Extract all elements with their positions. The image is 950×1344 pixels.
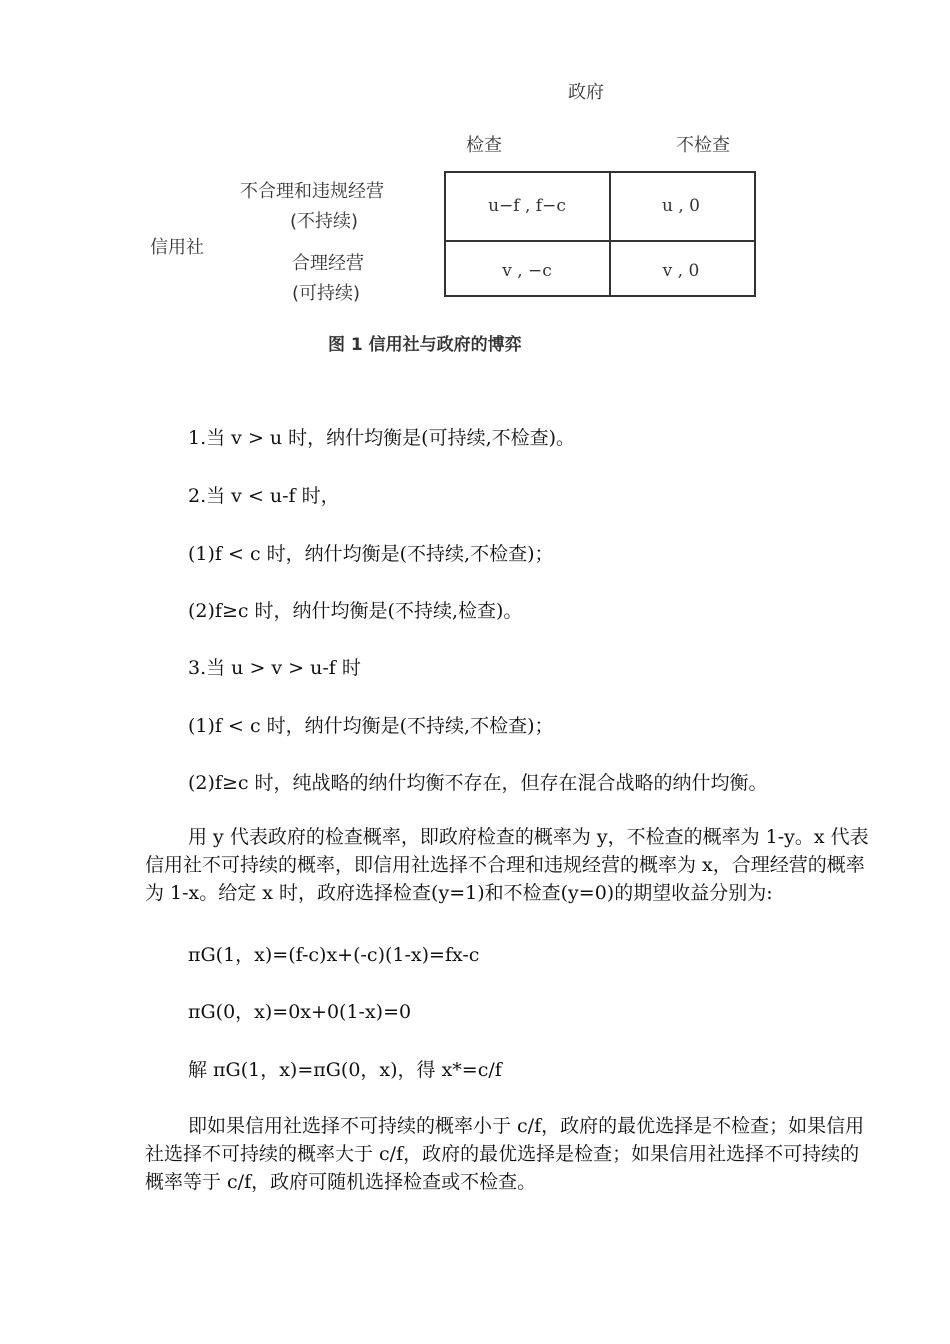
probability-paragraph: 用 y 代表政府的检查概率，即政府检查的概率为 y，不检查的概率为 1-y。x 代表信用社不可持续的概率，即信用社选择不合理和违规经营的概率为 x，合理经营的概率为 1-x。给定 x 时，政府选择检查(y=1)和不检查(y=0)的期望收益分别为: (145, 826, 869, 904)
payoff-cell-21: v , −c (502, 261, 552, 281)
equation-solution: 解 πG(1，x)=πG(0，x)，得 x*=c/f (188, 1059, 502, 1081)
column-inspect-label: 检查 (466, 135, 502, 156)
row-unsustainable-sub: (不持续) (290, 211, 359, 232)
conclusion-paragraph: 即如果信用社选择不可持续的概率小于 c/f，政府的最优选择是不检查；如果信用社选择不可持续的概率大于 c/f，政府的最优选择是检查；如果信用社选择不可持续的概率等于 c/f，政府可随机选择检查或不检查。 (145, 1115, 865, 1193)
payoff-matrix (444, 171, 756, 297)
equilibrium-case-3-1: (1)f < c 时，纳什均衡是(不持续,不检查)； (188, 715, 554, 737)
credit-union-label: 信用社 (150, 237, 204, 258)
equilibrium-case-2-1: (1)f < c 时，纳什均衡是(不持续,不检查)； (188, 543, 554, 565)
column-no-inspect-label: 不检查 (676, 135, 730, 156)
figure-caption: 图 1 信用社与政府的博弈 (328, 335, 522, 355)
payoff-cell-11: u−f , f−c (488, 196, 566, 216)
payoff-cell-12: u , 0 (662, 196, 700, 216)
equation-inspect: πG(1，x)=(f-c)x+(-c)(1-x)=fx-c (188, 944, 480, 966)
payoff-cell-22: v , 0 (662, 261, 700, 281)
game-matrix-figure (0, 0, 950, 380)
equilibrium-case-3: 3.当 u > v > u-f 时 (188, 657, 361, 679)
row-sustainable-label: 合理经营 (292, 253, 364, 274)
equilibrium-case-3-2: (2)f≥c 时，纯战略的纳什均衡不存在，但存在混合战略的纳什均衡。 (188, 772, 768, 794)
equilibrium-case-1: 1.当 v > u 时，纳什均衡是(可持续,不检查)。 (188, 427, 576, 449)
row-sustainable-sub: (可持续) (292, 283, 361, 304)
equilibrium-case-2-2: (2)f≥c 时，纳什均衡是(不持续,检查)。 (188, 600, 523, 622)
equilibrium-case-2: 2.当 v < u-f 时， (188, 485, 340, 507)
government-label: 政府 (568, 82, 604, 103)
matrix-divider-horizontal (446, 240, 754, 242)
equation-no-inspect: πG(0，x)=0x+0(1-x)=0 (188, 1001, 412, 1023)
row-unsustainable-label: 不合理和违规经营 (240, 181, 384, 202)
